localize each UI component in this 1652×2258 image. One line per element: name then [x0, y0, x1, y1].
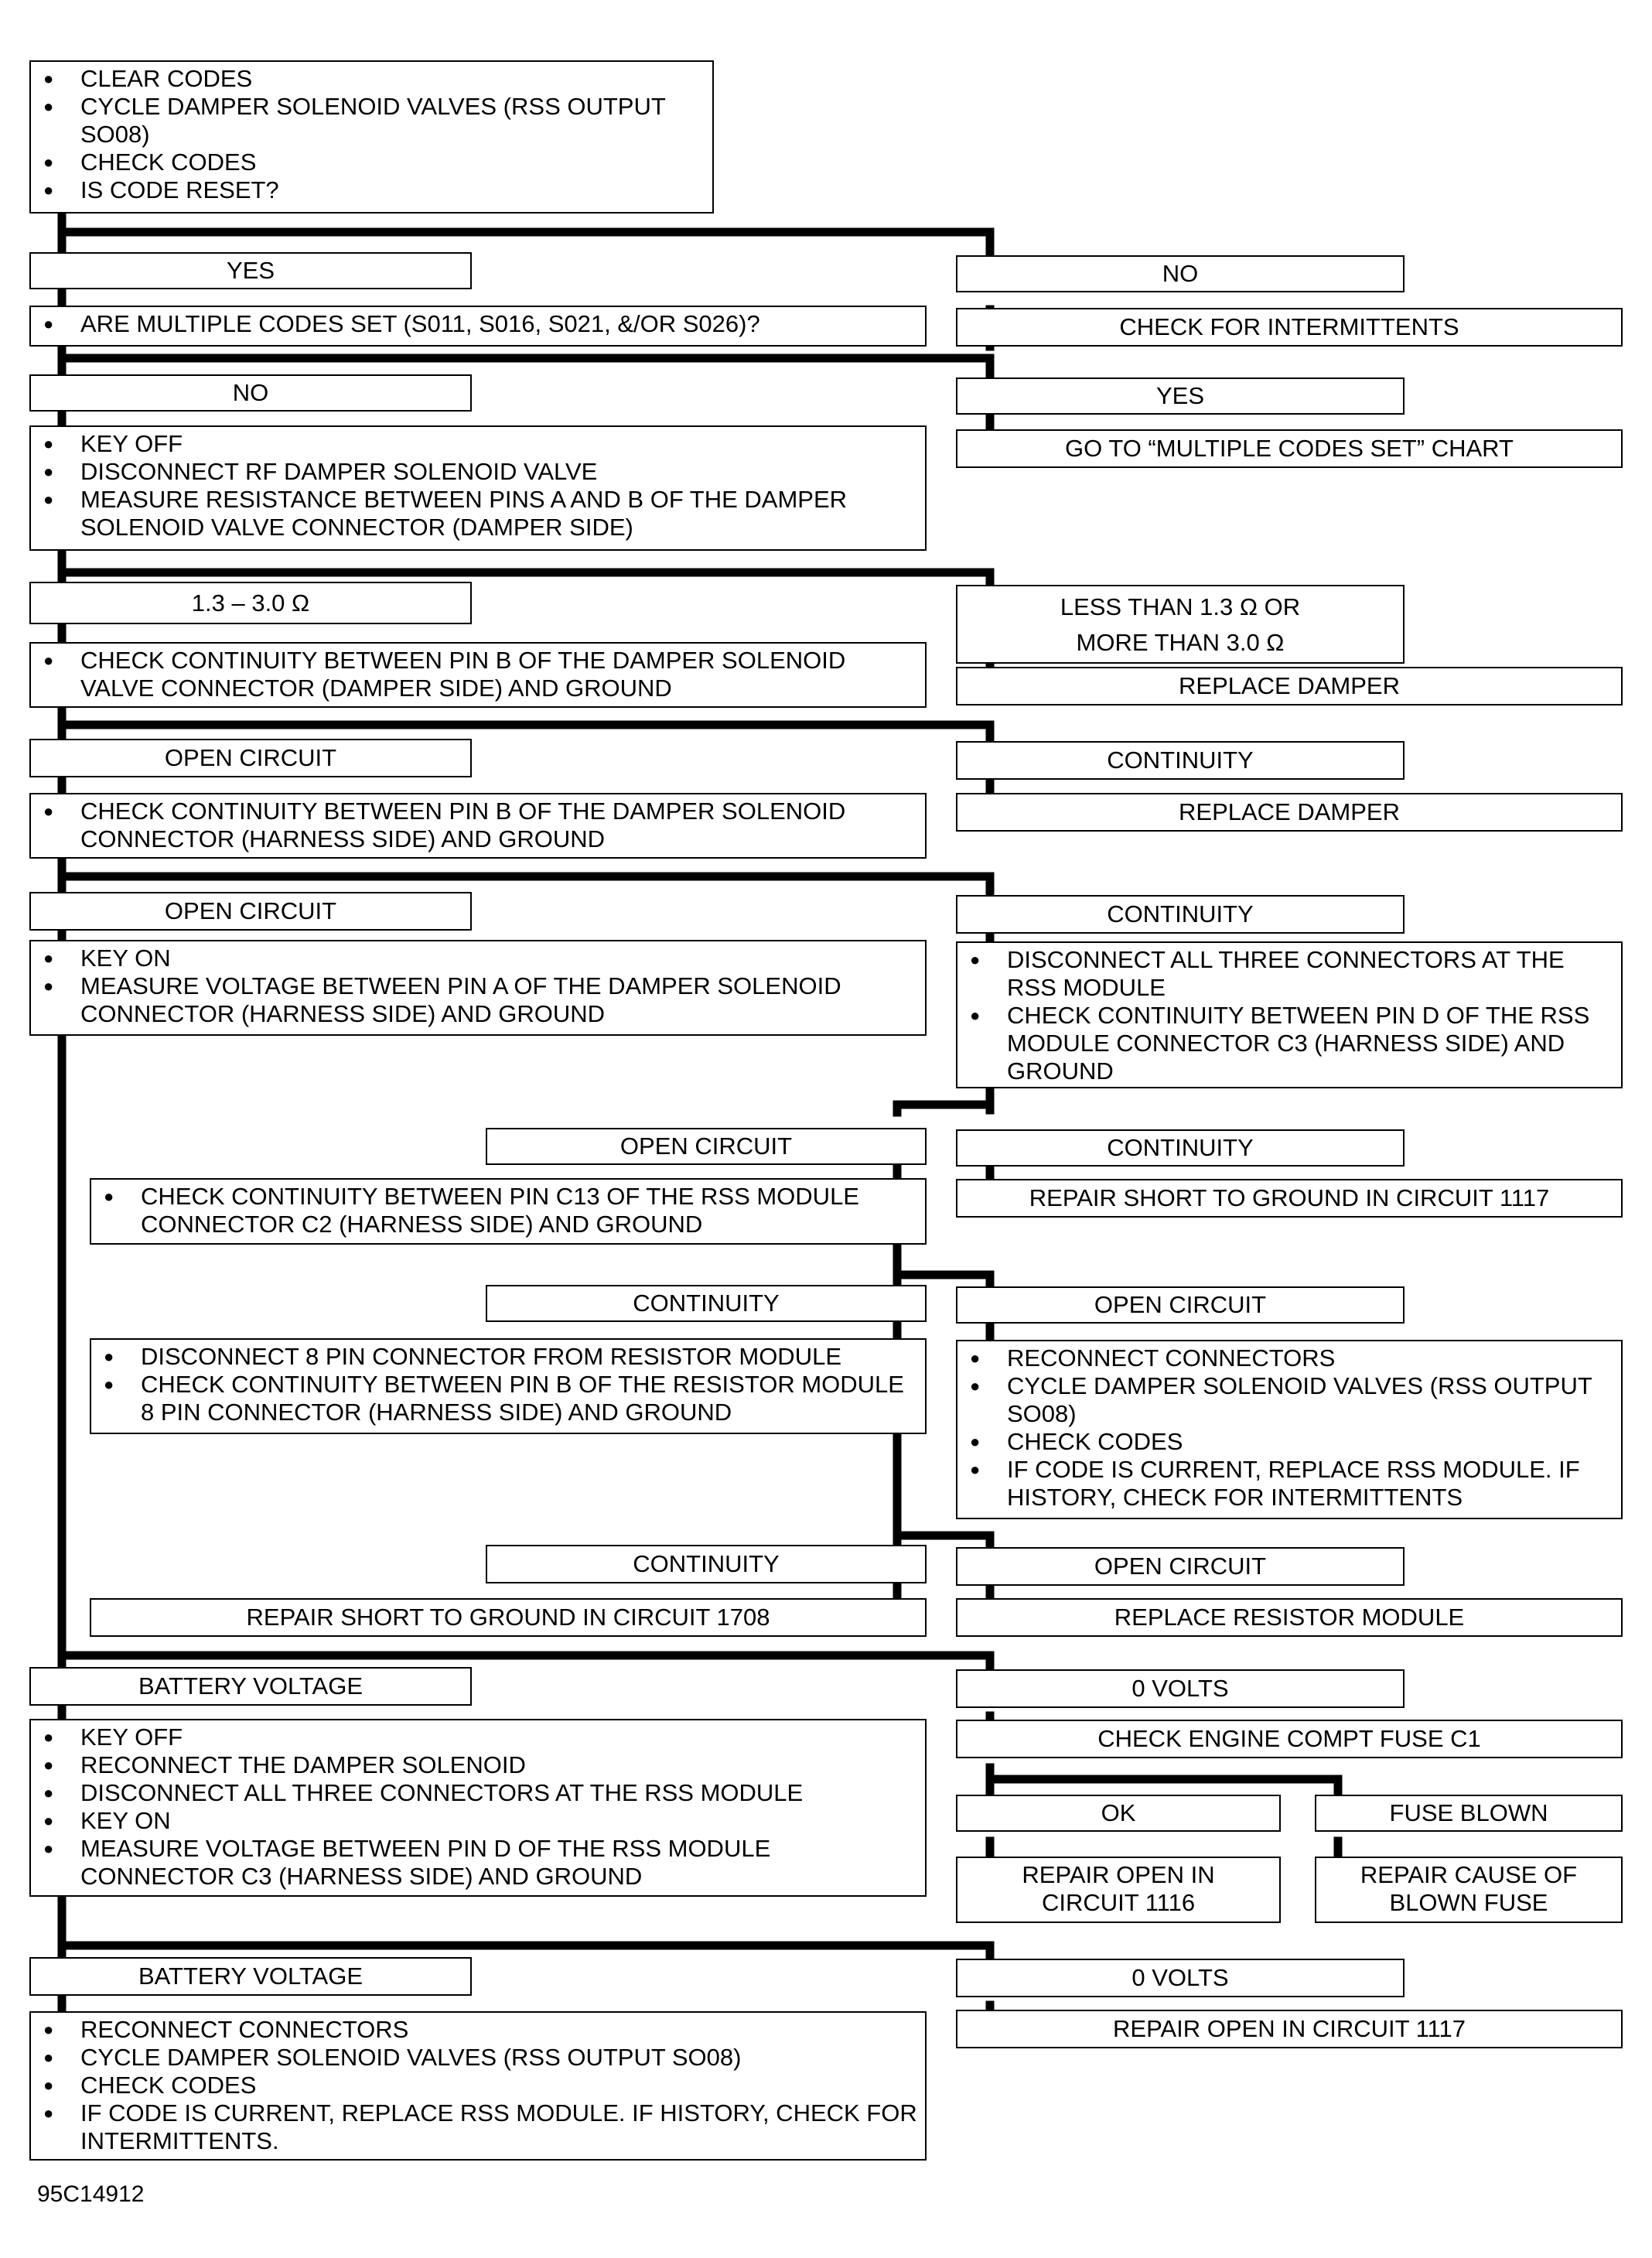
disconnect-three-item: ● CHECK CONTINUITY BETWEEN PIN D OF THE RSS MODULE CONNECTOR C3 (HARNESS SIDE) AND GROUND [957, 1002, 1615, 1085]
continuity-label-3: CONTINUITY [956, 1129, 1405, 1167]
start-item: ● IS CODE RESET? [31, 176, 706, 204]
battery-voltage-label-1: BATTERY VOLTAGE [29, 1667, 472, 1706]
repair-open-1116-line: CIRCUIT 1116 [1041, 1889, 1196, 1916]
reconnect-connectors-1 [956, 1340, 1623, 1519]
zero-volts-label-1: 0 VOLTS [956, 1669, 1405, 1708]
measure-volt-d-item: ● KEY OFF [31, 1723, 919, 1751]
figure-id: 95C14912 [37, 2181, 145, 2207]
measure-volt-d-item: ● RECONNECT THE DAMPER SOLENOID [31, 1751, 919, 1779]
reconnect-1-item: ● IF CODE IS CURRENT, REPLACE RSS MODULE. IF HISTORY, CHECK FOR INTERMITTENTS [957, 1456, 1615, 1512]
open-circuit-label-2: OPEN CIRCUIT [29, 892, 472, 931]
yes-label-1: YES [29, 252, 472, 289]
measure-volt-a-item: ● MEASURE VOLTAGE BETWEEN PIN A OF THE DAMPER SOLENOID CONNECTOR (HARNESS SIDE) AND GROUND [31, 972, 919, 1028]
measure-voltage-pin-d [29, 1719, 927, 1897]
measure-res-item: ● KEY OFF [31, 430, 919, 458]
disconnect-8pin-resistor [90, 1338, 927, 1434]
ok-label: OK [956, 1795, 1281, 1832]
check-c13-item: ● CHECK CONTINUITY BETWEEN PIN C13 OF THE RSS MODULE CONNECTOR C2 (HARNESS SIDE) AND GROUND [91, 1183, 919, 1238]
reconnect-1-item: ● RECONNECT CONNECTORS [957, 1344, 1615, 1372]
start-item: ● CHECK CODES [31, 149, 706, 176]
repair-cause-blown-fuse [1315, 1857, 1623, 1923]
goto-multiple-codes-chart: GO TO “MULTIPLE CODES SET” CHART [956, 429, 1623, 468]
measure-res-item: ● DISCONNECT RF DAMPER SOLENOID VALVE [31, 458, 919, 486]
conn-disconnect-open3 [897, 1105, 990, 1112]
measure-voltage-pin-a [29, 940, 927, 1036]
measure-resistance-box [29, 425, 927, 551]
check-continuity-harness-side [29, 793, 927, 859]
repair-short-1117: REPAIR SHORT TO GROUND IN CIRCUIT 1117 [956, 1179, 1623, 1218]
disconnect-8pin-item: ● DISCONNECT 8 PIN CONNECTOR FROM RESISTOR MODULE [91, 1343, 919, 1371]
replace-damper-box-1: REPLACE DAMPER [956, 667, 1623, 705]
no-label-1: NO [956, 255, 1405, 292]
replace-resistor-module: REPLACE RESISTOR MODULE [956, 1598, 1623, 1637]
multi-q-item: ● ARE MULTIPLE CODES SET (S011, S016, S021, &/OR S026)? [31, 310, 919, 338]
repair-cause-line: REPAIR CAUSE OF [1360, 1861, 1578, 1888]
continuity-label-1: CONTINUITY [956, 741, 1405, 780]
reconnect-final-item: ● CHECK CODES [31, 2072, 919, 2099]
resistance-bad-label [956, 585, 1405, 664]
yes-label-2: YES [956, 377, 1405, 415]
battery-voltage-label-2: BATTERY VOLTAGE [29, 1957, 472, 1996]
check-cont-damper-item: ● CHECK CONTINUITY BETWEEN PIN B OF THE DAMPER SOLENOID VALVE CONNECTOR (DAMPER SIDE) AND GROUND [31, 647, 919, 702]
disconnect-three-connectors [956, 941, 1623, 1088]
start-box [29, 60, 714, 214]
measure-volt-d-item: ● DISCONNECT ALL THREE CONNECTORS AT THE RSS MODULE [31, 1779, 919, 1807]
open-circuit-label-1: OPEN CIRCUIT [29, 739, 472, 777]
repair-open-1116-line: REPAIR OPEN IN [1022, 1861, 1215, 1888]
measure-volt-d-item: ● MEASURE VOLTAGE BETWEEN PIN D OF THE RSS MODULE CONNECTOR C3 (HARNESS SIDE) AND GROUND [31, 1835, 919, 1891]
disconnect-three-item: ● DISCONNECT ALL THREE CONNECTORS AT THE RSS MODULE [957, 946, 1615, 1002]
reconnect-1-item: ● CYCLE DAMPER SOLENOID VALVES (RSS OUTPUT SO08) [957, 1372, 1615, 1428]
resistance-ok-label: 1.3 – 3.0 Ω [29, 582, 472, 624]
check-continuity-damper-side [29, 642, 927, 708]
repair-short-1708: REPAIR SHORT TO GROUND IN CIRCUIT 1708 [90, 1598, 927, 1637]
continuity-label-2: CONTINUITY [956, 895, 1405, 934]
repair-open-1116 [956, 1857, 1281, 1923]
fuse-blown-label: FUSE BLOWN [1315, 1795, 1623, 1832]
no-label-2: NO [29, 374, 472, 412]
replace-damper-box-2: REPLACE DAMPER [956, 793, 1623, 832]
repair-cause-line: BLOWN FUSE [1389, 1889, 1548, 1916]
split-fuse [990, 1768, 1338, 1795]
res-bad-line-1: LESS THAN 1.3 Ω OR [1060, 593, 1301, 620]
open-circuit-label-3: OPEN CIRCUIT [486, 1128, 927, 1165]
open-circuit-label-4: OPEN CIRCUIT [956, 1286, 1405, 1324]
reconnect-final-item: ● RECONNECT CONNECTORS [31, 2016, 919, 2044]
continuity-label-4: CONTINUITY [486, 1285, 927, 1322]
repair-open-1117: REPAIR OPEN IN CIRCUIT 1117 [956, 2010, 1623, 2048]
measure-volt-d-item: ● KEY ON [31, 1807, 919, 1835]
check-continuity-c13 [90, 1178, 927, 1245]
split-c13 [897, 1275, 990, 1284]
reconnect-connectors-final [29, 2011, 927, 2161]
start-item: ● CLEAR CODES [31, 65, 706, 93]
check-fuse-c1: CHECK ENGINE COMPT FUSE C1 [956, 1720, 1623, 1758]
start-item: ● CYCLE DAMPER SOLENOID VALVES (RSS OUTPUT SO08) [31, 93, 706, 149]
open-circuit-label-5: OPEN CIRCUIT [956, 1547, 1405, 1586]
zero-volts-label-2: 0 VOLTS [956, 1959, 1405, 1997]
multiple-codes-question [29, 306, 927, 347]
measure-volt-a-item: ● KEY ON [31, 945, 919, 972]
reconnect-final-item: ● IF CODE IS CURRENT, REPLACE RSS MODULE. IF HISTORY, CHECK FOR INTERMITTENTS. [31, 2099, 919, 2155]
disconnect-8pin-item: ● CHECK CONTINUITY BETWEEN PIN B OF THE RESISTOR MODULE 8 PIN CONNECTOR (HARNESS SIDE) AND GROUND [91, 1371, 919, 1426]
continuity-label-5: CONTINUITY [486, 1545, 927, 1583]
reconnect-1-item: ● CHECK CODES [957, 1428, 1615, 1456]
check-intermittents-box: CHECK FOR INTERMITTENTS [956, 308, 1623, 347]
measure-res-item: ● MEASURE RESISTANCE BETWEEN PINS A AND B OF THE DAMPER SOLENOID VALVE CONNECTOR (DAMPER SIDE) [31, 486, 919, 541]
reconnect-final-item: ● CYCLE DAMPER SOLENOID VALVES (RSS OUTPUT SO08) [31, 2044, 919, 2072]
res-bad-line-2: MORE THAN 3.0 Ω [1076, 629, 1285, 656]
check-cont-harness-item: ● CHECK CONTINUITY BETWEEN PIN B OF THE DAMPER SOLENOID CONNECTOR (HARNESS SIDE) AND GROUND [31, 798, 919, 853]
